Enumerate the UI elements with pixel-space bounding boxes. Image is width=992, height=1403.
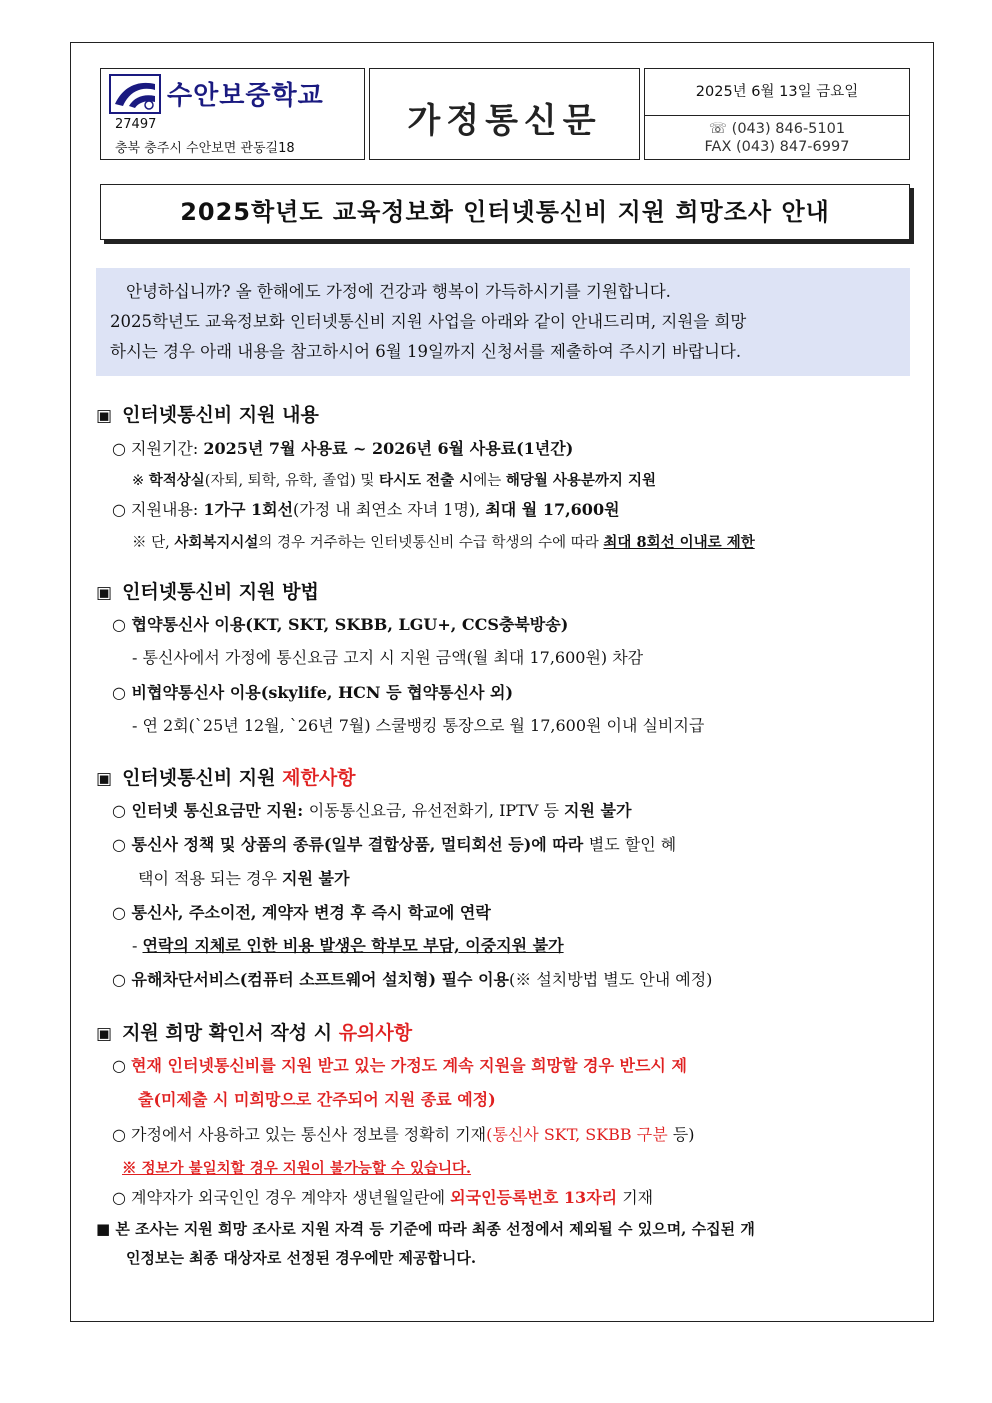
section-box-icon: ▣ — [96, 583, 113, 603]
support-content: ○ 지원내용: 1가구 1회선(가정 내 최연소 자녀 1명), 최대 월 17,600원 — [112, 500, 620, 519]
phone-number: ☏ (043) 846-5101 — [708, 121, 846, 137]
section-support-content — [96, 400, 319, 427]
method-partner-carrier: ○ 협약통신사 이용(KT, SKT, SKBB, LGU+, CCS충북방송) — [112, 615, 569, 634]
intro-line-3: 하시는 경우 아래 내용을 참고하시어 6월 19일까지 신청서를 제출하여 주시기 바랍니다. — [110, 342, 742, 361]
school-name: 수안보중학교 — [167, 81, 324, 111]
section-box-icon: ▣ — [96, 1024, 113, 1044]
school-address: 충북 충주시 수안보면 관동길18 — [115, 141, 295, 156]
restriction-notify-school-detail: - 연락의 지체로 인한 비용 발생은 학부모 부담, 이중지원 불가 — [132, 936, 564, 955]
issue-date: 2025년 6월 13일 금요일 — [645, 69, 909, 116]
section-heading: 인터넷통신비 지원 내용 — [122, 404, 319, 426]
section-restrictions: ▣ 인터넷통신비 지원 제한사항 — [96, 767, 356, 789]
support-period-note: ※ 학적상실(자퇴, 퇴학, 유학, 졸업) 및 타시도 전출 시에는 해당월 사용분까지 지원 — [132, 472, 656, 489]
support-content-note: ※ 단, 사회복지시설의 경우 거주하는 인터넷통신비 수급 학생의 수에 따라 최대 8회선 이내로 제한 — [132, 534, 755, 551]
section-support-method — [96, 577, 319, 604]
caution-carrier-info: ○ 가정에서 사용하고 있는 통신사 정보를 정확히 기재(통신사 SKT, SKBB 구분 등) — [112, 1125, 695, 1144]
support-period: ○ 지원기간: 2025년 7월 사용료 ~ 2026년 6월 사용료(1년간) — [112, 439, 574, 458]
document-title: 2025학년도 교육정보화 인터넷통신비 지원 희망조사 안내 — [100, 184, 910, 240]
privacy-notice-line-2: 인정보는 최종 대상자로 선정된 경우에만 제공합니다. — [126, 1249, 477, 1267]
method-non-partner-carrier-detail: - 연 2회(`25년 12월, `26년 7월) 스쿨뱅킹 통장으로 월 17,600원 이내 실비지급 — [132, 716, 705, 735]
restriction-carrier-policy: ○ 통신사 정책 및 상품의 종류(일부 결합상품, 멀티회선 등)에 따라 별도 할인 혜 — [112, 835, 677, 854]
fax-number: FAX (043) 847-6997 — [704, 139, 850, 155]
method-partner-carrier-detail: - 통신사에서 가정에 통신요금 고지 시 지원 금액(월 최대 17,600원) 차감 — [132, 648, 644, 667]
school-header — [100, 68, 365, 160]
caution-continue-support-cont: 출(미제출 시 미희망으로 간주되어 지원 종료 예정) — [138, 1090, 496, 1109]
intro-line-2: 2025학년도 교육정보화 인터넷통신비 지원 사업을 아래와 같이 안내드리며, 지원을 희망 — [110, 312, 747, 331]
zip-code: 27497 — [115, 117, 157, 132]
intro-box — [96, 268, 910, 376]
restriction-carrier-policy-cont: 택이 적용 되는 경우 지원 불가 — [138, 869, 350, 888]
section-heading: 인터넷통신비 지원 방법 — [122, 581, 319, 603]
caution-mismatch-note: ※ 정보가 불일치할 경우 지원이 불가능할 수 있습니다. — [122, 1160, 472, 1177]
restriction-notify-school: ○ 통신사, 주소이전, 계약자 변경 후 즉시 학교에 연락 — [112, 903, 491, 922]
intro-line-1: 안녕하십니까? 올 한해에도 가정에 건강과 행복이 가득하시기를 기원합니다. — [126, 282, 671, 301]
section-box-icon: ▣ — [96, 769, 113, 789]
newsletter-header — [369, 68, 640, 160]
section-cautions: ▣ 지원 희망 확인서 작성 시 유의사항 — [96, 1022, 413, 1044]
restriction-internet-only: ○ 인터넷 통신요금만 지원: 이동통신요금, 유선전화기, IPTV 등 지원 불가 — [112, 801, 632, 820]
footer-square-icon: ■ — [96, 1220, 111, 1238]
contact-header — [644, 68, 910, 160]
method-non-partner-carrier: ○ 비협약통신사 이용(skylife, HCN 등 협약통신사 외) — [112, 683, 514, 702]
caution-foreigner: ○ 계약자가 외국인인 경우 계약자 생년월일란에 외국인등록번호 13자리 기재 — [112, 1188, 654, 1207]
privacy-notice-line-1: ■ 본 조사는 지원 희망 조사로 지원 자격 등 기준에 따라 최종 선정에서 제외될 수 있으며, 수집된 개 — [96, 1220, 755, 1238]
school-logo-icon — [109, 74, 161, 114]
restriction-filter-service: ○ 유해차단서비스(컴퓨터 소프트웨어 설치형) 필수 이용(※ 설치방법 별도 안내 예정) — [112, 970, 713, 989]
section-box-icon: ▣ — [96, 406, 113, 426]
newsletter-title: 가정통신문 — [407, 101, 602, 141]
caution-continue-support: ○ 현재 인터넷통신비를 지원 받고 있는 가정도 계속 지원을 희망할 경우 반드시 제 — [112, 1056, 687, 1075]
